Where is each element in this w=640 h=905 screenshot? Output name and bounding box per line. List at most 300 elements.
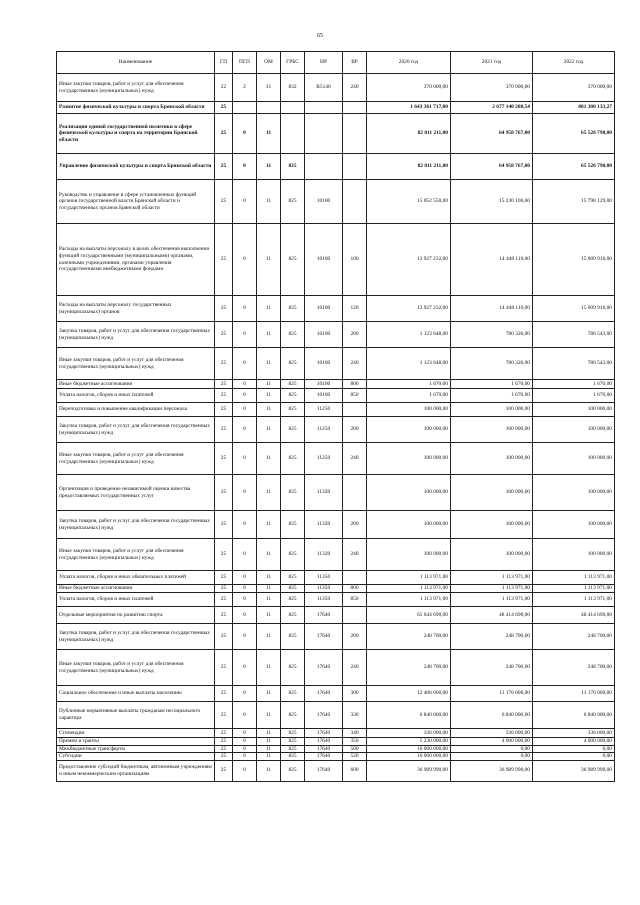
cell-name: Публичные нормативные выплаты гражданам несоциального характера: [57, 702, 215, 729]
cell-grbs: 825: [281, 403, 305, 417]
table-row: [57, 403, 615, 417]
col-header-grbs: ГРБС: [281, 52, 305, 74]
cell-name: Уплата налогов, сборов и иных обязательных платежей: [57, 571, 215, 585]
cell-2022: 100 000,00: [533, 511, 615, 539]
cell-nr: 10100: [305, 296, 343, 322]
cell-2021: 0,00: [451, 753, 533, 761]
cell-2022: 1 670,00: [533, 389, 615, 403]
cell-2022: 370 000,00: [533, 74, 615, 102]
table-row: [57, 738, 615, 746]
cell-2022: 1 113 971,00: [533, 571, 615, 585]
cell-2022: 15 009 916,00: [533, 296, 615, 322]
table-row: [57, 702, 615, 729]
cell-vr: [343, 154, 367, 180]
cell-om: 11: [257, 322, 281, 348]
cell-vr: 200: [343, 322, 367, 348]
cell-name: Стипендии: [57, 729, 215, 738]
cell-2022: 0,00: [533, 745, 615, 753]
col-header-pgp: ПГП: [233, 52, 257, 74]
cell-gp: 25: [215, 624, 233, 650]
cell-2020: 248 700,00: [367, 624, 451, 650]
cell-name: Премии и гранты: [57, 738, 215, 746]
cell-pgp: 0: [233, 686, 257, 702]
cell-name: Предоставление субсидий бюджетным, автономным учреждениям и иным некоммерческим организациям: [57, 760, 215, 781]
table-row: [57, 180, 615, 224]
cell-pgp: 0: [233, 607, 257, 624]
cell-om: 11: [257, 348, 281, 380]
cell-2022: 786 543,00: [533, 322, 615, 348]
cell-name: Иные закупки товаров, работ и услуг для обеспечения государственных (муниципальных) нужд: [57, 443, 215, 475]
cell-name: Уплата налогов, сборов и иных платежей: [57, 389, 215, 403]
cell-nr: 11250: [305, 403, 343, 417]
cell-2020: 1 643 361 717,00: [367, 102, 451, 114]
cell-pgp: 0: [233, 389, 257, 403]
cell-gp: 25: [215, 571, 233, 585]
cell-nr: [305, 102, 343, 114]
cell-gp: 25: [215, 380, 233, 389]
cell-2020: 336 000,00: [367, 729, 451, 738]
cell-om: 11: [257, 389, 281, 403]
cell-gp: 25: [215, 102, 233, 114]
cell-vr: 240: [343, 443, 367, 475]
cell-name: Закупка товаров, работ и услуг для обеспечения государственных (муниципальных) нужд: [57, 511, 215, 539]
cell-grbs: 832: [281, 74, 305, 102]
cell-2022: 65 526 790,00: [533, 154, 615, 180]
cell-name: Социальное обеспечение и иные выплаты населению: [57, 686, 215, 702]
cell-pgp: 0: [233, 745, 257, 753]
cell-pgp: 0: [233, 539, 257, 571]
cell-om: 11: [257, 745, 281, 753]
cell-pgp: 0: [233, 571, 257, 585]
cell-nr: 17640: [305, 729, 343, 738]
cell-grbs: 825: [281, 348, 305, 380]
cell-vr: 520: [343, 753, 367, 761]
table-row: [57, 380, 615, 389]
cell-gp: 25: [215, 417, 233, 443]
cell-nr: 11350: [305, 585, 343, 593]
cell-grbs: 825: [281, 389, 305, 403]
cell-2022: 65 526 790,00: [533, 114, 615, 154]
cell-grbs: 825: [281, 702, 305, 729]
cell-vr: 850: [343, 389, 367, 403]
cell-nr: 17640: [305, 753, 343, 761]
cell-nr: 17640: [305, 702, 343, 729]
cell-gp: 25: [215, 403, 233, 417]
cell-gp: 25: [215, 348, 233, 380]
cell-2021: 780 326,00: [451, 322, 533, 348]
cell-grbs: 825: [281, 571, 305, 585]
col-header-vr: ВР: [343, 52, 367, 74]
cell-gp: 25: [215, 114, 233, 154]
cell-om: 11: [257, 624, 281, 650]
cell-2022: 15 009 916,00: [533, 224, 615, 296]
cell-gp: 25: [215, 475, 233, 511]
cell-2021: 2 677 140 280,54: [451, 102, 533, 114]
cell-pgp: 0: [233, 729, 257, 738]
cell-name: Иные бюджетные ассигнования: [57, 380, 215, 389]
cell-2022: 100 000,00: [533, 539, 615, 571]
cell-pgp: 0: [233, 650, 257, 686]
cell-pgp: 0: [233, 702, 257, 729]
table-row: [57, 745, 615, 753]
cell-vr: 340: [343, 729, 367, 738]
cell-name: Реализация единой государственной политики в сфере физической культуры и спорта на территории Брянской области: [57, 114, 215, 154]
cell-nr: [305, 114, 343, 154]
cell-grbs: 825: [281, 180, 305, 224]
cell-vr: [343, 114, 367, 154]
cell-name: Закупка товаров, работ и услуг для обеспечения государственных (муниципальных) нужд: [57, 322, 215, 348]
cell-pgp: 0: [233, 348, 257, 380]
table-row: [57, 539, 615, 571]
cell-om: 11: [257, 180, 281, 224]
cell-gp: 25: [215, 224, 233, 296]
cell-nr: 10100: [305, 380, 343, 389]
cell-grbs: 825: [281, 539, 305, 571]
cell-nr: 11250: [305, 443, 343, 475]
cell-pgp: 2: [233, 74, 257, 102]
cell-grbs: 825: [281, 650, 305, 686]
cell-grbs: 825: [281, 417, 305, 443]
cell-gp: 25: [215, 729, 233, 738]
table-row: [57, 650, 615, 686]
cell-pgp: 0: [233, 511, 257, 539]
col-header-nr: НР: [305, 52, 343, 74]
cell-vr: [343, 571, 367, 585]
cell-2020: 82 011 211,00: [367, 114, 451, 154]
cell-gp: 25: [215, 180, 233, 224]
cell-2020: 1 670,00: [367, 389, 451, 403]
cell-2021: 336 000,00: [451, 729, 533, 738]
cell-2022: 0,00: [533, 753, 615, 761]
cell-2022: 100 000,00: [533, 443, 615, 475]
table-row: [57, 296, 615, 322]
cell-nr: [305, 154, 343, 180]
cell-2022: 100 000,00: [533, 403, 615, 417]
cell-om: 11: [257, 296, 281, 322]
cell-name: Закупка товаров, работ и услуг для обеспечения государственных (муниципальных) нужд: [57, 417, 215, 443]
cell-grbs: [281, 114, 305, 154]
cell-pgp: 0: [233, 154, 257, 180]
cell-2020: 5 230 000,00: [367, 738, 451, 746]
cell-om: 11: [257, 593, 281, 607]
cell-2022: 6 840 000,00: [533, 702, 615, 729]
cell-2020: 1 113 971,00: [367, 585, 451, 593]
cell-gp: 25: [215, 760, 233, 781]
cell-2022: 248 700,00: [533, 650, 615, 686]
cell-name: Иные закупки товаров, работ и услуг для обеспечения государственных (муниципальных) нужд: [57, 74, 215, 102]
cell-2020: 100 000,00: [367, 403, 451, 417]
cell-nr: 11320: [305, 539, 343, 571]
cell-om: 11: [257, 154, 281, 180]
cell-nr: 11350: [305, 571, 343, 585]
cell-gp: 25: [215, 585, 233, 593]
cell-2021: 248 700,00: [451, 650, 533, 686]
cell-pgp: 0: [233, 403, 257, 417]
cell-grbs: 825: [281, 296, 305, 322]
cell-nr: 17640: [305, 686, 343, 702]
cell-grbs: 825: [281, 154, 305, 180]
cell-gp: 25: [215, 593, 233, 607]
cell-2022: 786 543,00: [533, 348, 615, 380]
cell-pgp: 0: [233, 114, 257, 154]
cell-om: 11: [257, 224, 281, 296]
cell-nr: 10100: [305, 180, 343, 224]
cell-2021: 1 113 971,00: [451, 593, 533, 607]
table-row: [57, 224, 615, 296]
col-header-name: Наименование: [57, 52, 215, 74]
cell-2022: 4 000 000,00: [533, 738, 615, 746]
cell-2020: 16 000 000,00: [367, 745, 451, 753]
cell-name: Межбюджетные трансферты: [57, 745, 215, 753]
cell-pgp: 0: [233, 380, 257, 389]
cell-vr: 240: [343, 348, 367, 380]
cell-2021: 100 000,00: [451, 539, 533, 571]
cell-2020: 12 406 000,00: [367, 686, 451, 702]
cell-nr: 11350: [305, 593, 343, 607]
cell-pgp: 0: [233, 443, 257, 475]
cell-grbs: 825: [281, 729, 305, 738]
cell-name: Иные закупки товаров, работ и услуг для обеспечения государственных (муниципальных) нужд: [57, 650, 215, 686]
cell-2020: 6 840 000,00: [367, 702, 451, 729]
cell-pgp: 0: [233, 296, 257, 322]
cell-2020: 370 000,00: [367, 74, 451, 102]
cell-grbs: 825: [281, 380, 305, 389]
cell-vr: 330: [343, 702, 367, 729]
cell-om: 11: [257, 607, 281, 624]
cell-nr: 17640: [305, 624, 343, 650]
table-row: [57, 475, 615, 511]
cell-name: Расходы на выплаты персоналу в целях обеспечения выполнения функций государственными (муниципальными) органами, казенными учреждениями, органами управления государственными внебюджетными фондами: [57, 224, 215, 296]
cell-om: 31: [257, 74, 281, 102]
cell-nr: 17640: [305, 650, 343, 686]
cell-2020: 1 123 648,00: [367, 322, 451, 348]
col-header-om: ОМ: [257, 52, 281, 74]
cell-pgp: 0: [233, 738, 257, 746]
cell-pgp: 0: [233, 593, 257, 607]
table-row: [57, 389, 615, 403]
cell-2021: 1 113 971,00: [451, 585, 533, 593]
cell-vr: 850: [343, 593, 367, 607]
cell-2021: 100 000,00: [451, 417, 533, 443]
cell-name: Иные закупки товаров, работ и услуг для обеспечения государственных (муниципальных) нужд: [57, 539, 215, 571]
cell-nr: 17640: [305, 760, 343, 781]
table-row: [57, 585, 615, 593]
cell-om: 11: [257, 585, 281, 593]
cell-vr: 200: [343, 624, 367, 650]
cell-name: Отдельные мероприятия по развитию спорта: [57, 607, 215, 624]
cell-gp: 25: [215, 511, 233, 539]
cell-2022: 11 176 000,00: [533, 686, 615, 702]
table-row: [57, 443, 615, 475]
cell-gp: 25: [215, 154, 233, 180]
cell-2021: 0,00: [451, 745, 533, 753]
cell-grbs: 825: [281, 511, 305, 539]
cell-2020: 65 644 690,00: [367, 607, 451, 624]
cell-2022: 36 989 990,00: [533, 760, 615, 781]
cell-om: 11: [257, 753, 281, 761]
cell-om: 11: [257, 702, 281, 729]
cell-grbs: 825: [281, 593, 305, 607]
cell-2021: 1 670,00: [451, 389, 533, 403]
table-row: [57, 686, 615, 702]
cell-2020: 1 670,00: [367, 380, 451, 389]
cell-name: Расходы на выплаты персоналу государственных (муниципальных) органов: [57, 296, 215, 322]
cell-nr: 10100: [305, 389, 343, 403]
cell-om: 11: [257, 475, 281, 511]
cell-name: Закупка товаров, работ и услуг для обеспечения государственных (муниципальных) нужд: [57, 624, 215, 650]
cell-nr: 10100: [305, 224, 343, 296]
cell-vr: 240: [343, 539, 367, 571]
cell-2021: 100 000,00: [451, 511, 533, 539]
cell-om: 11: [257, 403, 281, 417]
cell-2021: 36 989 990,00: [451, 760, 533, 781]
cell-vr: [343, 607, 367, 624]
table-row: [57, 154, 615, 180]
cell-gp: 25: [215, 539, 233, 571]
cell-nr: 11320: [305, 475, 343, 511]
col-header-2021: 2021 год: [451, 52, 533, 74]
cell-2021: 15 230 106,60: [451, 180, 533, 224]
cell-2021: 100 000,00: [451, 443, 533, 475]
cell-pgp: 0: [233, 585, 257, 593]
cell-pgp: 0: [233, 760, 257, 781]
cell-2022: 336 000,00: [533, 729, 615, 738]
cell-2022: 1 670,00: [533, 380, 615, 389]
table-header-row: [57, 52, 615, 74]
cell-om: 11: [257, 443, 281, 475]
col-header-2020: 2020 год: [367, 52, 451, 74]
cell-vr: 100: [343, 224, 367, 296]
cell-vr: 300: [343, 686, 367, 702]
cell-vr: 200: [343, 417, 367, 443]
cell-om: 11: [257, 114, 281, 154]
cell-2022: 100 000,00: [533, 417, 615, 443]
cell-grbs: 825: [281, 322, 305, 348]
cell-2021: 64 958 767,00: [451, 114, 533, 154]
cell-name: Иные закупки товаров, работ и услуг для обеспечения государственных (муниципальных) нужд: [57, 348, 215, 380]
cell-nr: 10100: [305, 322, 343, 348]
cell-nr: 17640: [305, 738, 343, 746]
cell-2021: 100 000,00: [451, 403, 533, 417]
cell-gp: 22: [215, 74, 233, 102]
cell-name: Развитие физической культуры и спорта Брянской области: [57, 102, 215, 114]
table-row: [57, 571, 615, 585]
cell-name: Переподготовка и повышение квалификации персонала: [57, 403, 215, 417]
cell-2021: 100 000,00: [451, 475, 533, 511]
table-row: [57, 593, 615, 607]
cell-gp: 25: [215, 322, 233, 348]
table-row: [57, 348, 615, 380]
cell-2021: 370 000,00: [451, 74, 533, 102]
table-body: [57, 74, 615, 782]
cell-vr: 600: [343, 760, 367, 781]
cell-grbs: 825: [281, 760, 305, 781]
cell-pgp: 0: [233, 224, 257, 296]
cell-gp: 25: [215, 443, 233, 475]
cell-grbs: 825: [281, 624, 305, 650]
table-row: [57, 511, 615, 539]
cell-om: 11: [257, 539, 281, 571]
cell-2021: 14 448 110,00: [451, 224, 533, 296]
cell-2021: 6 840 000,00: [451, 702, 533, 729]
table-row: [57, 322, 615, 348]
cell-om: 11: [257, 380, 281, 389]
cell-gp: 25: [215, 686, 233, 702]
cell-pgp: 0: [233, 180, 257, 224]
cell-2022: 1 113 971,00: [533, 593, 615, 607]
cell-name: Руководство и управление в сфере установленных функций органов государственной власти Брянской области и государственных органов Брянской области: [57, 180, 215, 224]
cell-pgp: 0: [233, 753, 257, 761]
cell-2022: 100 000,00: [533, 475, 615, 511]
cell-om: 11: [257, 511, 281, 539]
cell-gp: 25: [215, 702, 233, 729]
cell-vr: 120: [343, 296, 367, 322]
cell-vr: [343, 180, 367, 224]
cell-pgp: 0: [233, 475, 257, 511]
cell-nr: 11250: [305, 417, 343, 443]
cell-gp: 25: [215, 745, 233, 753]
cell-gp: 25: [215, 389, 233, 403]
cell-2022: 248 700,00: [533, 624, 615, 650]
cell-nr: 17640: [305, 745, 343, 753]
cell-vr: [343, 475, 367, 511]
cell-2022: 801 300 133,27: [533, 102, 615, 114]
cell-2021: 11 176 000,00: [451, 686, 533, 702]
cell-2022: 15 798 129,00: [533, 180, 615, 224]
table-row: [57, 753, 615, 761]
cell-2020: 13 927 232,00: [367, 296, 451, 322]
cell-om: 11: [257, 729, 281, 738]
cell-vr: [343, 403, 367, 417]
cell-om: [257, 102, 281, 114]
cell-nr: R5140: [305, 74, 343, 102]
cell-grbs: 825: [281, 585, 305, 593]
cell-2020: 100 000,00: [367, 417, 451, 443]
cell-2021: 1 113 971,00: [451, 571, 533, 585]
table-row: [57, 624, 615, 650]
budget-table: [56, 51, 615, 782]
cell-grbs: 825: [281, 443, 305, 475]
cell-grbs: 825: [281, 607, 305, 624]
cell-gp: 25: [215, 738, 233, 746]
cell-grbs: 825: [281, 753, 305, 761]
cell-nr: 17640: [305, 607, 343, 624]
cell-om: 11: [257, 417, 281, 443]
cell-2020: 13 927 232,00: [367, 224, 451, 296]
cell-om: 11: [257, 650, 281, 686]
cell-name: Иные бюджетные ассигнования: [57, 585, 215, 593]
cell-2022: 1 113 971,00: [533, 585, 615, 593]
cell-grbs: 825: [281, 686, 305, 702]
cell-vr: 500: [343, 745, 367, 753]
col-header-2022: 2022 год: [533, 52, 615, 74]
page-number: 65: [317, 33, 323, 39]
cell-2020: 1 113 971,00: [367, 571, 451, 585]
cell-2020: 16 000 000,00: [367, 753, 451, 761]
cell-2020: 248 700,00: [367, 650, 451, 686]
table-row: [57, 417, 615, 443]
cell-gp: 25: [215, 607, 233, 624]
cell-gp: 25: [215, 650, 233, 686]
cell-om: 11: [257, 571, 281, 585]
cell-name: Уплата налогов, сборов и иных платежей: [57, 593, 215, 607]
table-row: [57, 114, 615, 154]
table-row: [57, 729, 615, 738]
cell-vr: 350: [343, 738, 367, 746]
cell-grbs: [281, 102, 305, 114]
cell-vr: 800: [343, 585, 367, 593]
cell-vr: 800: [343, 380, 367, 389]
